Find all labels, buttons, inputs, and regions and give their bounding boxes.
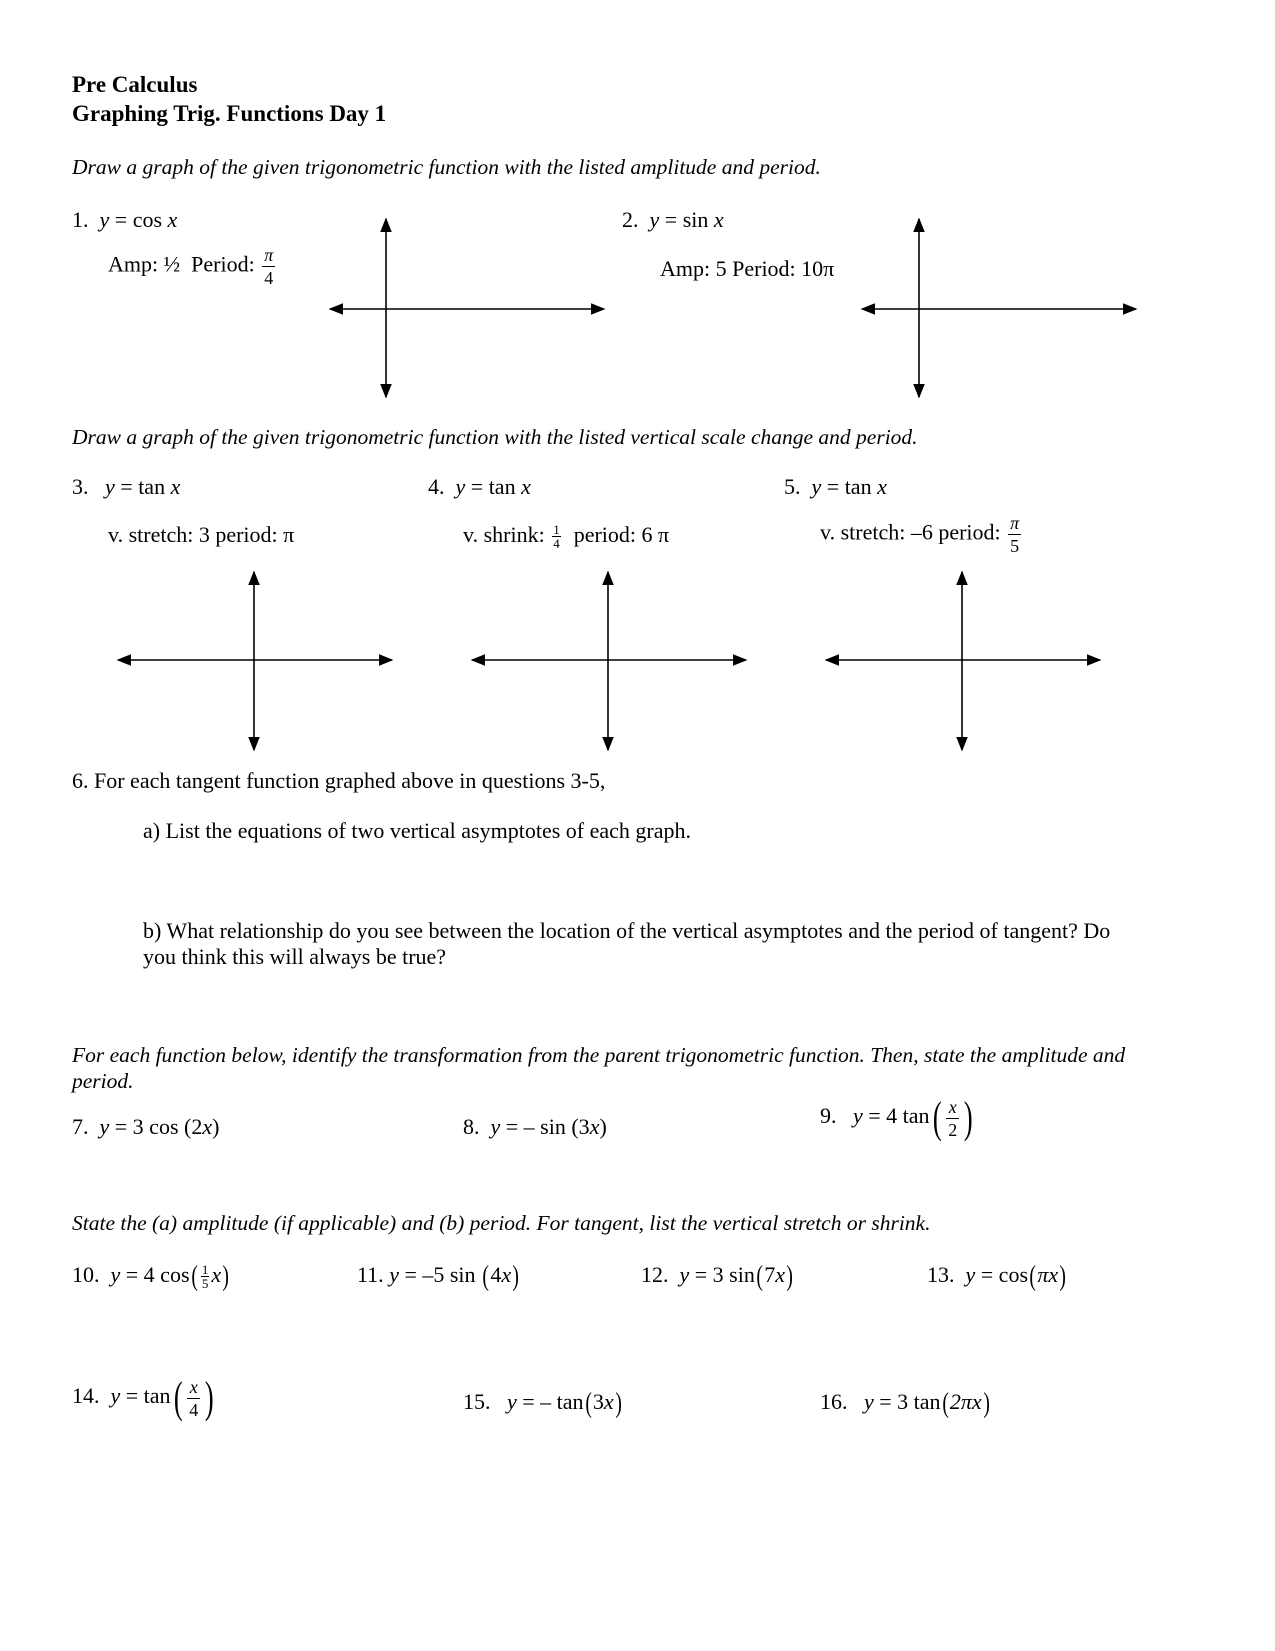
page-title: Graphing Trig. Functions Day 1 [72,101,387,126]
section4-instruction: State the (a) amplitude (if applicable) and (b) period. For tangent, list the vertical stretch or shrink. [72,1211,931,1235]
period-fraction: $\frac{\pi}{5}$ [1010,513,1020,556]
course-name: Pre Calculus [72,72,198,97]
problem-5-params: v. stretch: –6 period: $\frac{\pi}{5}$ [820,513,1020,556]
problem-13-equation: 13. y = cos(πx) [927,1260,1067,1292]
axes-problem-3[interactable] [114,568,396,754]
problem-7-equation: 7. y = 3 cos (2x) [72,1114,220,1139]
problem-11-equation: 11. y = –5 sin (4x) [357,1260,520,1292]
problem-12-equation: 12. y = 3 sin(7x) [641,1260,793,1292]
problem-1-equation: 1. y = cos x [72,207,178,232]
problem-3-params: v. stretch: 3 period: π [108,522,295,547]
axes-problem-2[interactable] [858,215,1140,401]
problem-14-equation: 14. y = tan( $\frac{x}{4}$ ) [72,1373,214,1422]
question-6-intro: 6. For each tangent function graphed above in questions 3-5, [72,768,606,793]
shrink-fraction: $\frac{1}{4}$ [553,522,560,552]
problem-16-equation: 16. y = 3 tan(2πx) [820,1387,990,1419]
section1-instruction: Draw a graph of the given trigonometric function with the listed amplitude and period. [72,155,821,179]
problem-1-params: Amp: ½ Period: $\frac{\pi}{4}$ [108,245,274,288]
problem-5-equation: 5. y = tan x [784,474,887,499]
problem-15-equation: 15. y = – tan(3x) [463,1387,622,1419]
section2-instruction: Draw a graph of the given trigonometric function with the listed vertical scale change and period. [72,425,918,449]
problem-3-equation: 3. y = tan x [72,474,181,499]
question-6b: b) What relationship do you see between the location of the vertical asymptotes and the period of tangent? Do you think this will always be true? [143,918,1111,970]
problem-2-params: Amp: 5 Period: 10π [660,256,835,281]
problem-4-equation: 4. y = tan x [428,474,531,499]
section3-instruction: For each function below, identify the transformation from the parent trigonometric function. Then, state the amplitude and period. [72,1043,1126,1093]
period-fraction: $\frac{\pi}{4}$ [264,245,274,288]
question-6a: a) List the equations of two vertical asymptotes of each graph. [143,818,691,843]
problem-8-equation: 8. y = – sin (3x) [463,1114,607,1139]
problem-4-params: v. shrink: $\frac{1}{4}$ period: 6 π [463,522,670,552]
problem-10-equation: 10. y = 4 cos( $\frac{1}{5}$ x) [72,1260,230,1292]
problem-9-equation: 9. y = 4 tan( $\frac{x}{2}$ ) [820,1093,973,1142]
problem-2-equation: 2. y = sin x [622,207,724,232]
axes-problem-4[interactable] [468,568,750,754]
axes-problem-1[interactable] [326,215,608,401]
axes-problem-5[interactable] [822,568,1104,754]
